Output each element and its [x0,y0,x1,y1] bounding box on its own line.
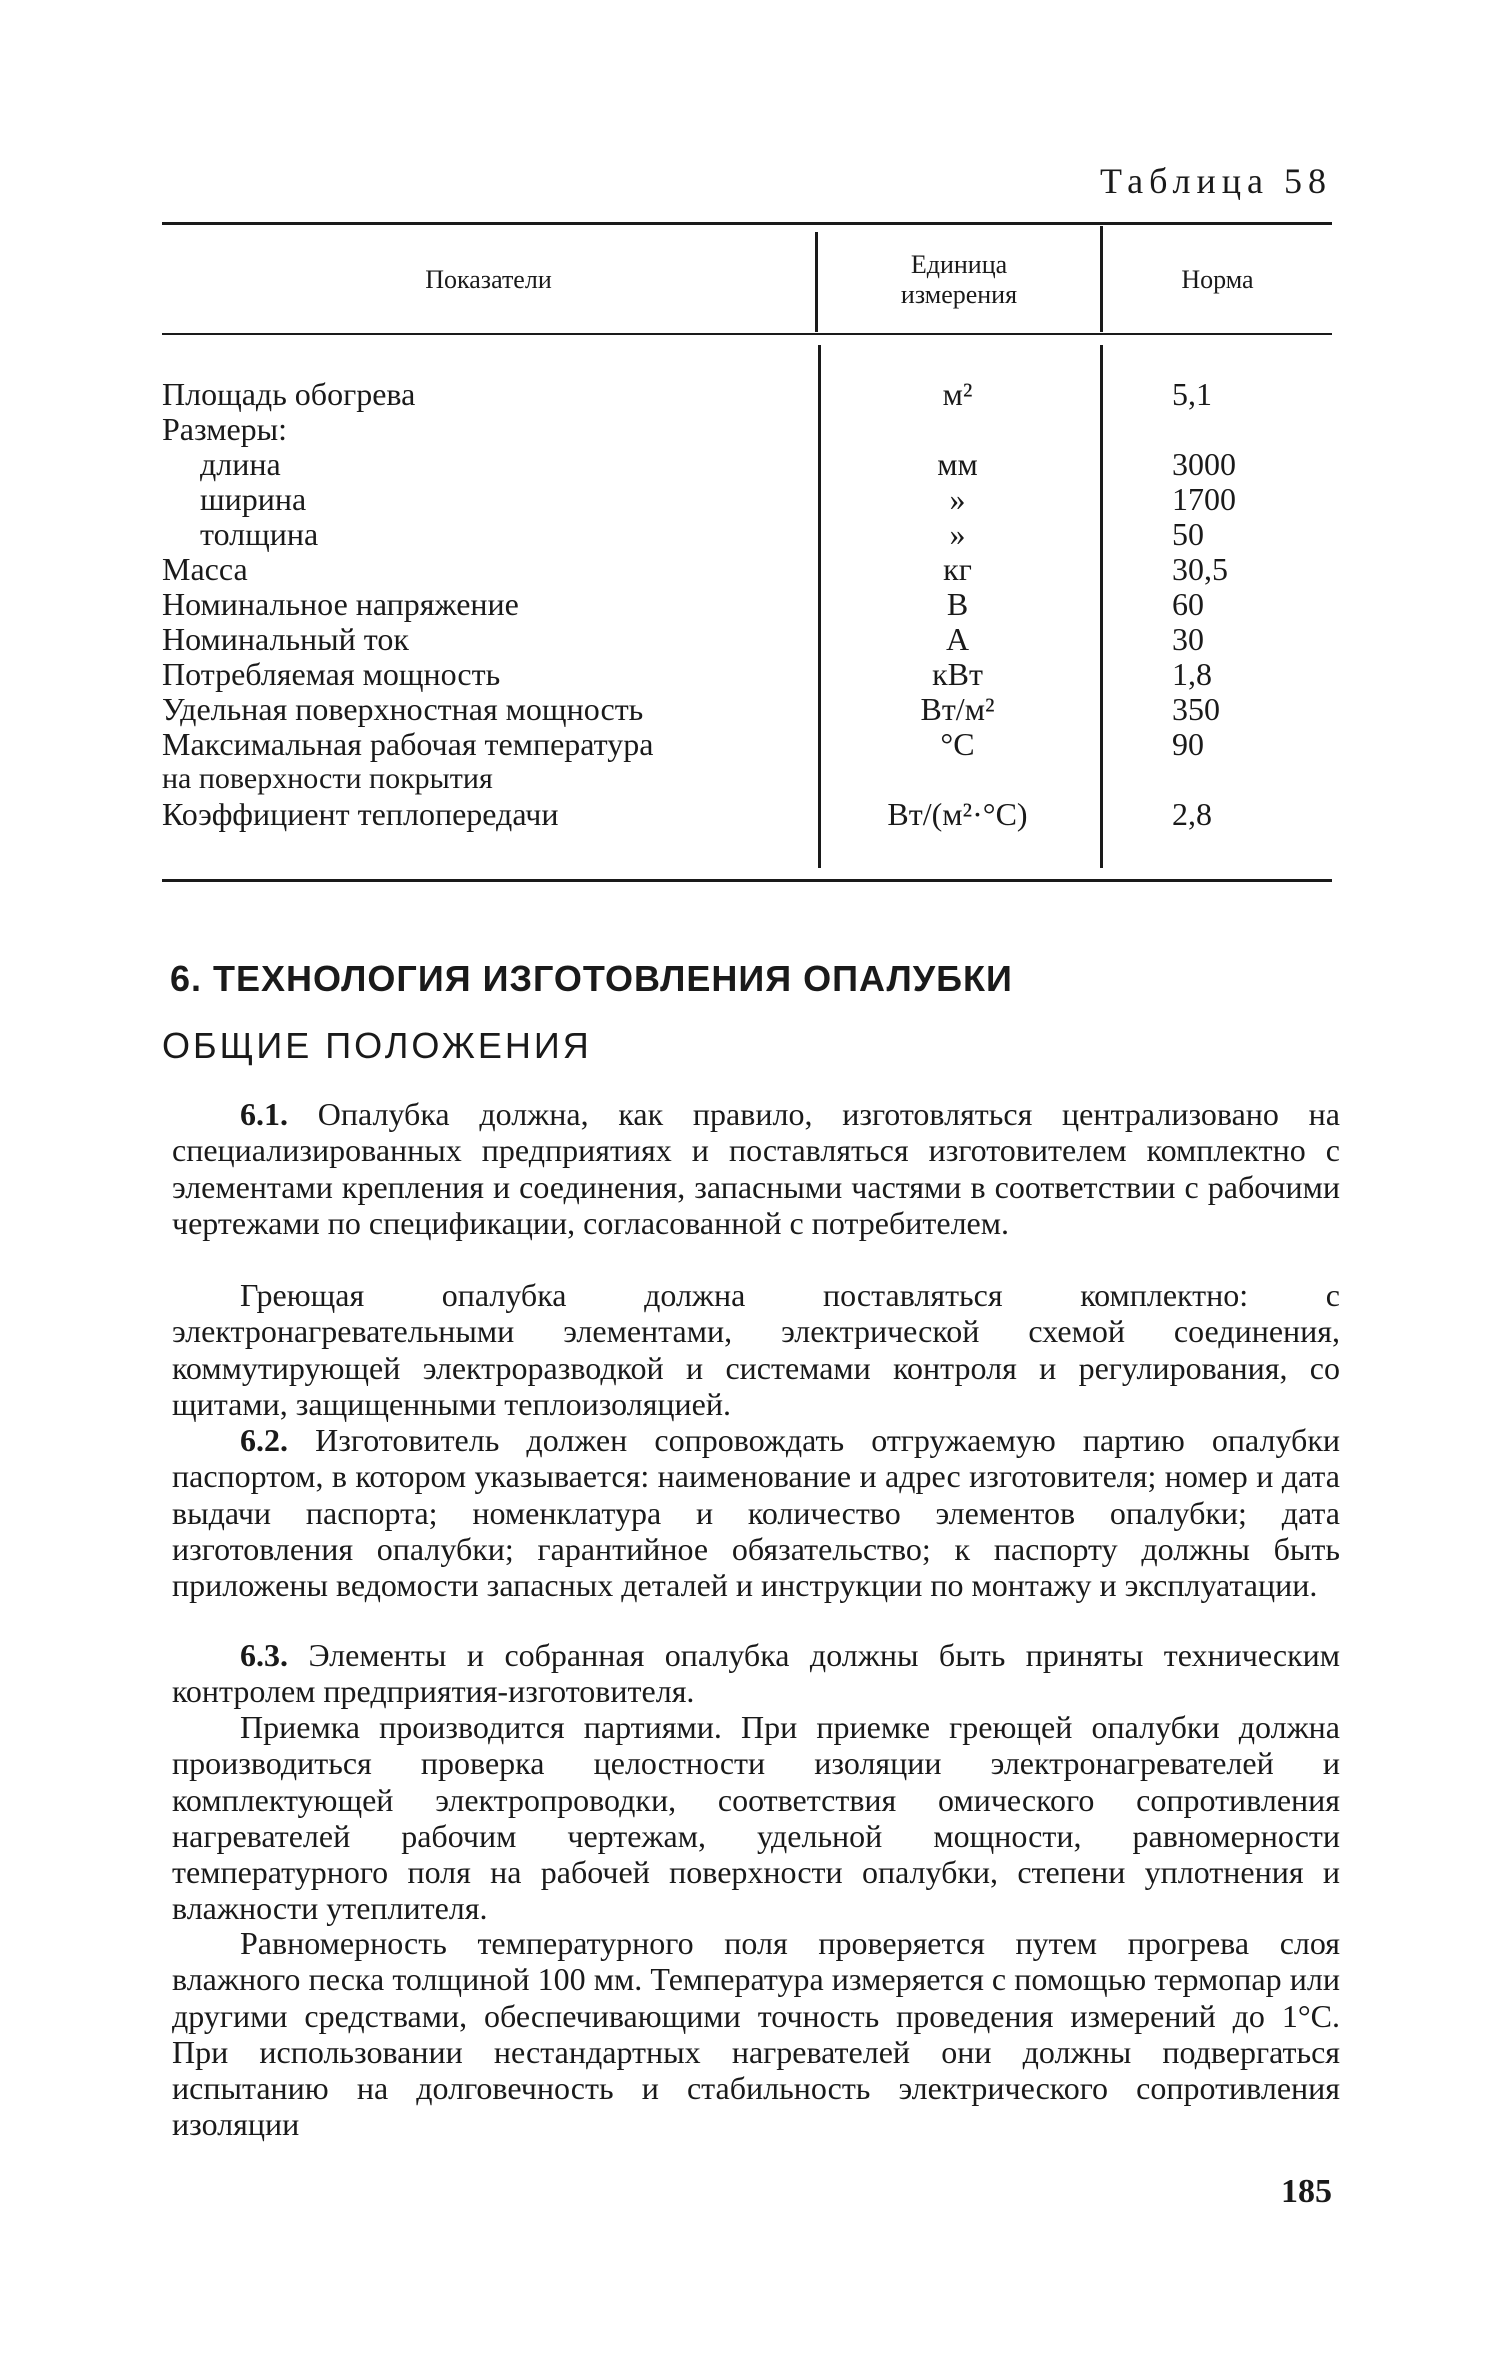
row-label: Номинальный ток [162,621,409,657]
table-row [0,796,1500,832]
section-title: 6. ТЕХНОЛОГИЯ ИЗГОТОВЛЕНИЯ ОПАЛУБКИ [170,958,1013,999]
row-norm: 1700 [1172,481,1236,517]
table-row [0,621,1500,657]
paragraph-text: Греющая опалубка должна поставляться комплектно: с электронагревательными элементами, электрической схемой соединения, коммутирующей электроразводкой и системами контроля и регулирования, со щитами, защищенными теплоизоляцией. [172,1277,1340,1422]
table-row [0,656,1500,692]
table-header-rule [162,333,1332,335]
row-norm: 1,8 [1172,656,1212,692]
paragraph [172,1277,1340,1422]
row-label: Масса [162,551,248,587]
row-norm: 30,5 [1172,551,1228,587]
paragraph [172,1096,1340,1241]
row-label: Удельная поверхностная мощность [162,691,644,727]
row-label: Коэффициент теплопередачи [162,796,559,832]
paragraph [172,1637,1340,1710]
row-norm: 3000 [1172,446,1236,482]
row-norm: 90 [1172,726,1204,762]
table-row [0,376,1500,412]
row-norm: 350 [1172,691,1220,727]
header-indicator: Показатели [425,265,552,294]
table-row [0,446,1500,482]
row-unit: » [949,481,966,517]
row-unit: Вт/(м²·°С) [887,796,1028,832]
paragraph [172,1925,1340,2143]
header-unit [818,250,1100,310]
paragraph-text: Приемка производится партиями. При приемке греющей опалубки должна производиться проверка целостности изоляции электронагревателей и комплектующей электропроводки, соответствия омического сопротивления нагревателей рабочим чертежам, удельной мощности, равномерности температурного поля на рабочей поверхности опалубки, степени уплотнения и влажности утеплителя. [172,1709,1340,1927]
table-top-rule [162,222,1332,225]
row-unit: кг [943,551,972,587]
table-row [0,551,1500,587]
paragraph [172,1709,1340,1927]
row-label: Максимальная рабочая температура [162,726,654,762]
header-unit-line2: измерения [900,280,1018,309]
row-norm: 60 [1172,586,1204,622]
row-label: на поверхности покрытия [162,762,493,795]
row-label: ширина [200,481,307,517]
paragraph-text: Изготовитель должен сопровождать отгружаемую партию опалубки паспортом, в котором указывается: наименование и адрес изготовителя; номер и дата выдачи паспорта; номенклатура и количество элементов опалубки; дата изготовления опалубки; гарантийное обязательство; к паспорту должны быть приложены ведомости запасных деталей и инструкции по монтажу и эксплуатации. [172,1422,1341,1604]
row-unit: мм [937,446,978,482]
row-label: длина [200,446,281,482]
header-norm: Норма [1181,265,1254,294]
header-unit-line1: Единица [910,250,1008,279]
paragraph-text: Опалубка должна, как правило, изготовляться централизовано на специализированных предприятиях и поставляться изготовителем комплектно с элементами крепления и соединения, запасными частями в соответствии с рабочими чертежами по спецификации, согласованной с потребителем. [172,1096,1341,1241]
table-row [0,761,1500,797]
paragraph [172,1422,1340,1603]
row-unit: кВт [932,656,983,692]
row-unit: В [946,586,969,622]
table-row [0,411,1500,447]
paragraph-number: 6.1. [240,1096,288,1132]
row-norm: 5,1 [1172,376,1212,412]
table-row [0,586,1500,622]
row-unit: м² [942,376,973,412]
row-label: Потребляемая мощность [162,656,501,692]
subsection-title: ОБЩИЕ ПОЛОЖЕНИЯ [162,1025,592,1066]
row-norm: 2,8 [1172,796,1212,832]
row-unit: А [945,621,970,657]
table-row [0,691,1500,727]
row-unit: °С [940,726,975,762]
row-norm: 50 [1172,516,1204,552]
paragraph-number: 6.3. [240,1637,288,1673]
table-row [0,726,1500,762]
row-unit: Вт/м² [920,691,995,727]
table-row [0,481,1500,517]
row-label: Размеры: [162,411,288,447]
row-label: Площадь обогрева [162,376,416,412]
table-bottom-rule [162,879,1332,882]
paragraph-text: Равномерность температурного поля проверяется путем прогрева слоя влажного песка толщиной 100 мм. Температура измеряется с помощью термопар или другими средствами, обеспечивающими точность проведения измерений до 1°С. При использовании нестандартных нагревателей они должны подвергаться испытанию на долговечность и стабильность электрического сопротивления изоляции [172,1925,1340,2143]
paragraph-text: Элементы и собранная опалубка должны быть приняты техническим контролем предприятия-изготовителя. [172,1637,1341,1710]
row-norm: 30 [1172,621,1204,657]
page-number: 185 [1281,2173,1332,2210]
table-caption: Таблица 58 [1100,161,1332,201]
row-label: Номинальное напряжение [162,586,519,622]
row-label: толщина [200,516,319,552]
paragraph-number: 6.2. [240,1422,288,1458]
table-row [0,516,1500,552]
row-unit: » [949,516,966,552]
